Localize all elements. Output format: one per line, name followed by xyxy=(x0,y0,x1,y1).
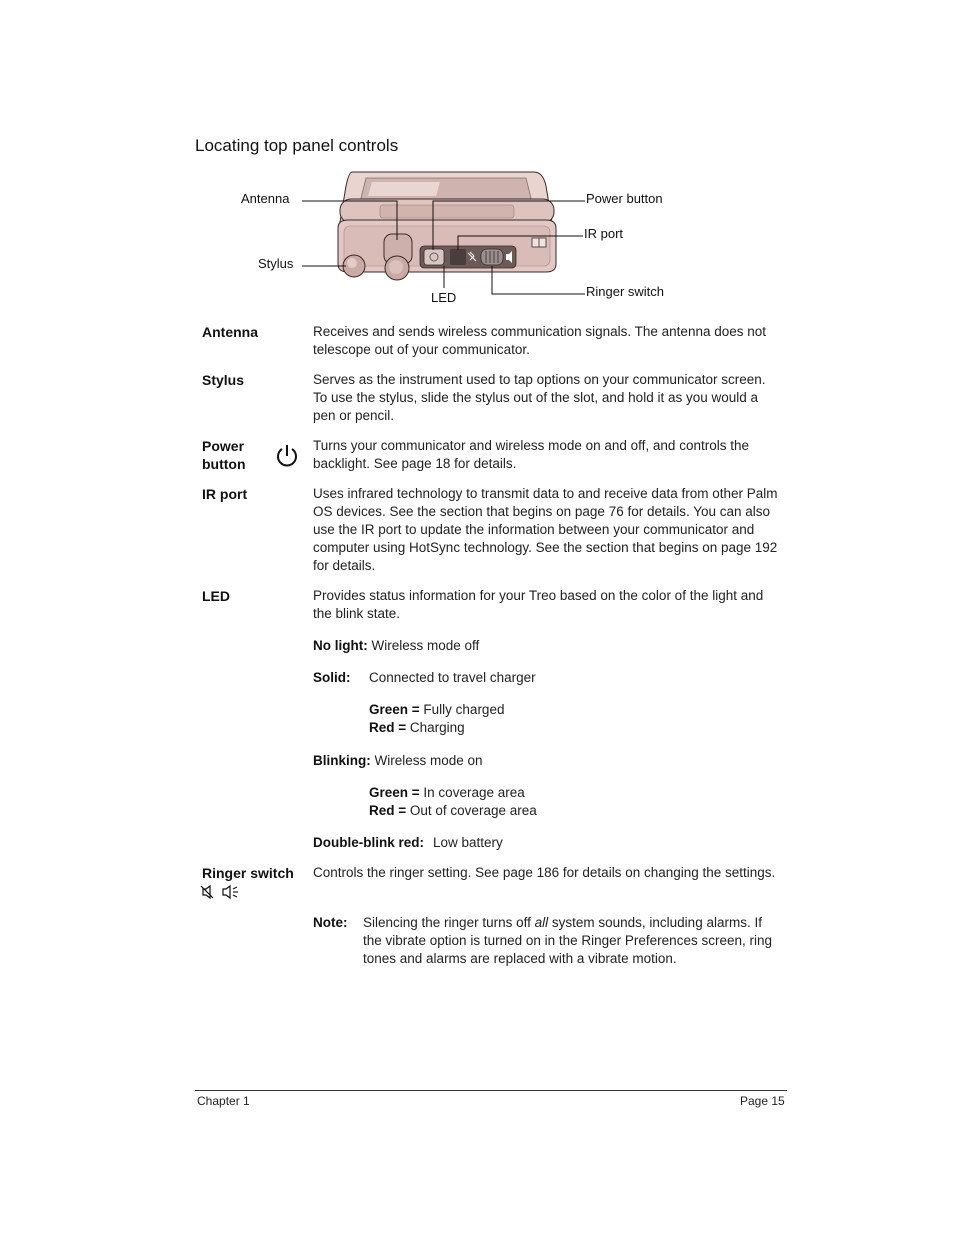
callout-led: LED xyxy=(431,290,457,305)
callout-antenna: Antenna xyxy=(241,191,290,206)
led-no-light-label: No light: xyxy=(313,638,368,653)
term-antenna: Antenna xyxy=(202,324,258,340)
callout-power-button: Power button xyxy=(586,191,663,206)
term-power-line1: Power xyxy=(202,438,245,454)
note-emphasis: all xyxy=(534,915,549,930)
power-icon xyxy=(275,443,299,469)
footer-page-number: Page 15 xyxy=(740,1094,785,1108)
term-led: LED xyxy=(202,588,230,604)
led-no-light-row xyxy=(313,637,479,655)
desc-ringer-switch: Controls the ringer setting. See page 186 for details on changing the settings. xyxy=(313,865,776,880)
device-top-panel-illustration xyxy=(0,0,954,320)
led-no-light-value: Wireless mode off xyxy=(371,638,480,653)
led-solid-red-row xyxy=(369,719,465,737)
led-double-blink-label: Double-blink red: xyxy=(313,835,424,850)
led-solid-green-label: Green = xyxy=(369,702,420,717)
ringer-switch xyxy=(481,249,503,265)
led-solid-red-value: Charging xyxy=(409,720,465,735)
led-blinking-label: Blinking: xyxy=(313,753,371,768)
callout-ir-port: IR port xyxy=(584,226,624,241)
callout-ringer-switch: Ringer switch xyxy=(586,284,665,299)
led-solid-value: Connected to travel charger xyxy=(369,670,536,685)
desc-ir-port: Uses infrared technology to transmit data to and receive data from other Palm OS devices. See the section that begins on page 76 for details. You can also use the IR port to update the information between your communicator and computer using HotSync technology. See the section that begins on page 192 for details. xyxy=(313,486,778,573)
desc-stylus: Serves as the instrument used to tap options on your communicator screen. To use the stylus, slide the stylus out of the slot, and hold it as you would a pen or pencil. xyxy=(313,372,766,423)
led-blink-red-label: Red = xyxy=(369,803,407,818)
led-solid-green-row xyxy=(369,701,504,719)
led-solid-green-value: Fully charged xyxy=(423,702,505,717)
term-power-line2: button xyxy=(202,456,246,472)
led-solid-label: Solid: xyxy=(313,670,351,685)
led-solid-red-label: Red = xyxy=(369,720,407,735)
footer-divider xyxy=(195,1090,787,1091)
desc-led: Provides status information for your Treo based on the color of the light and the blink state. xyxy=(313,588,764,621)
desc-power-button: Turns your communicator and wireless mode on and off, and controls the backlight. See page 18 for details. xyxy=(313,438,749,471)
term-ir-port: IR port xyxy=(202,486,248,502)
note-label: Note: xyxy=(313,915,348,930)
footer-chapter: Chapter 1 xyxy=(197,1094,250,1108)
page-title: Locating top panel controls xyxy=(195,136,399,155)
ringer-off-icon xyxy=(200,884,216,900)
led-blink-green-value: In coverage area xyxy=(423,785,525,800)
led-blinking-value: Wireless mode on xyxy=(374,753,483,768)
led-blink-green-label: Green = xyxy=(369,785,420,800)
led-double-blink-value: Low battery xyxy=(433,835,503,850)
led-blink-red-value: Out of coverage area xyxy=(409,803,537,818)
led-blink-green-row xyxy=(369,784,525,802)
term-stylus: Stylus xyxy=(202,372,245,388)
led-blink-red-row xyxy=(369,802,537,820)
power-button xyxy=(424,249,444,265)
note-text: Silencing the ringer turns off all system sounds, including alarms. If the vibrate option is turned on in the Ringer Preferences screen, ring tones and alarms are replaced with a vibrate motion. xyxy=(363,915,772,966)
callout-stylus: Stylus xyxy=(258,256,294,271)
term-power-button xyxy=(202,437,246,473)
term-ringer-switch: Ringer switch xyxy=(202,865,294,881)
desc-antenna: Receives and sends wireless communication signals. The antenna does not telescope out of your communicator. xyxy=(313,324,767,357)
ir-port xyxy=(450,249,466,265)
ringer-on-icon xyxy=(222,884,242,900)
led-blinking-row xyxy=(313,752,483,770)
